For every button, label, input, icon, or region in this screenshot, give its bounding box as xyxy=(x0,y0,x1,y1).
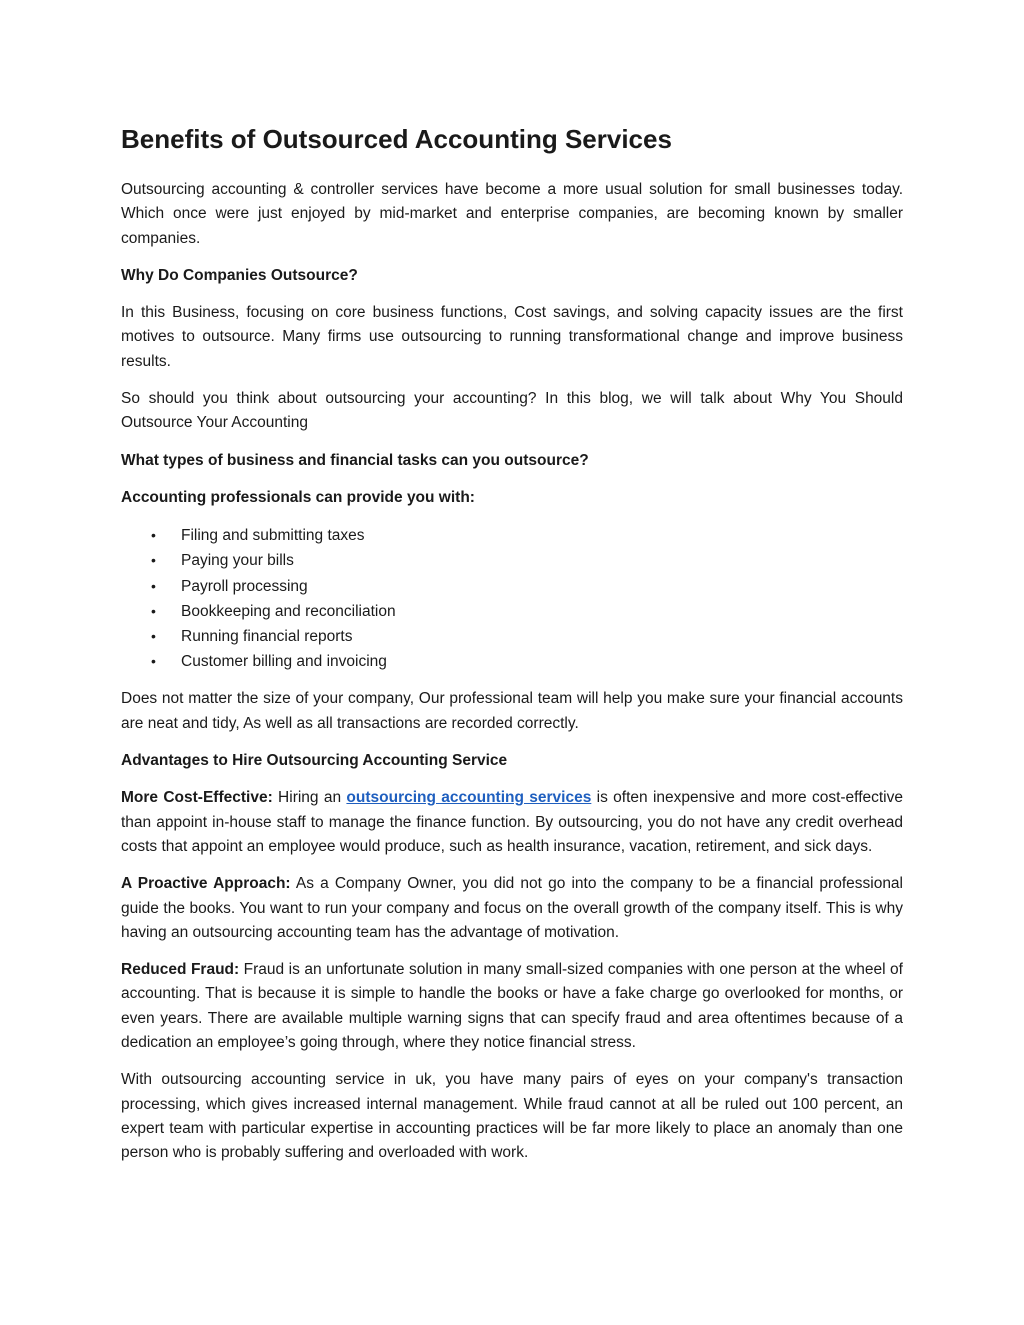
list-item-label: Running financial reports xyxy=(181,628,353,646)
cost-effective-lead: Hiring an xyxy=(272,789,347,807)
why-paragraph: In this Business, focusing on core business functions, Cost savings, and solving capacity issues are the first motives to outsource. Many firms use outsourcing to running transformational change and improve business results. xyxy=(121,304,903,370)
fraud-text: Fraud is an unfortunate solution in many small-sized companies with one person at the wheel of accounting. That is because it is simple to handle the books or have a fake charge go overlooked for months, or even years. There are available multiple warning signs that can specify fraud and area oftentimes because of a dedication an employee’s going through, where they notice financial stress. xyxy=(121,961,903,1052)
list-item xyxy=(151,599,903,624)
bullet-icon: • xyxy=(151,653,156,670)
list-item xyxy=(151,649,903,674)
list-item-label: Payroll processing xyxy=(181,577,308,595)
bullet-icon: • xyxy=(151,527,156,544)
provide-heading: Accounting professionals can provide you with: xyxy=(121,488,475,506)
list-item xyxy=(151,523,903,548)
cost-effective-label: More Cost-Effective: xyxy=(121,789,273,807)
size-paragraph: Does not matter the size of your company, Our professional team will help you make sure your financial accounts are neat and tidy, As well as all transactions are recorded correctly. xyxy=(121,690,903,732)
list-item xyxy=(151,548,903,573)
fraud-label: Reduced Fraud: xyxy=(121,961,240,979)
list-item xyxy=(151,574,903,599)
should-paragraph: So should you think about outsourcing your accounting? In this blog, we will talk about Why You Should Outsource Your Accounting xyxy=(121,390,903,432)
document-page xyxy=(121,120,903,1179)
proactive-label: A Proactive Approach: xyxy=(121,875,291,893)
proactive-text: As a Company Owner, you did not go into the company to be a financial professional guide the books. You want to run your company and focus on the overall growth of the company itself. This is why having an outsourcing accounting team has the advantage of motivation. xyxy=(121,875,904,941)
page-title: Benefits of Outsourced Accounting Services xyxy=(121,124,672,154)
outsourcing-services-link[interactable]: outsourcing accounting services xyxy=(346,789,592,807)
fraud-paragraph xyxy=(121,958,903,1055)
intro-paragraph: Outsourcing accounting & controller services have become a more usual solution for small businesses today. Which once were just enjoyed by mid-market and enterprise companies, are becoming known by smaller companies. xyxy=(121,181,903,247)
cost-effective-text: is often inexpensive and more cost-effective than appoint in-house staff to manage the finance function. By outsourcing, you do not have any credit overhead costs that appoint an employee would produce, such as health insurance, vacation, retirement, and sick days. xyxy=(121,789,903,855)
list-item xyxy=(151,624,903,649)
cost-effective-paragraph xyxy=(121,786,903,859)
proactive-paragraph xyxy=(121,872,903,945)
list-item-label: Bookkeeping and reconciliation xyxy=(181,602,396,620)
why-heading: Why Do Companies Outsource? xyxy=(121,266,358,284)
bullet-icon: • xyxy=(151,577,156,594)
list-item-label: Customer billing and invoicing xyxy=(181,653,387,671)
closing-paragraph: With outsourcing accounting service in uk, you have many pairs of eyes on your company's transaction processing, which gives increased internal management. While fraud cannot at all be ruled out 100 percent, an expert team with particular expertise in accounting practices will be far more likely to place an anomaly than one person who is probably suffering and overloaded with work. xyxy=(121,1071,903,1162)
list-item-label: Paying your bills xyxy=(181,552,294,570)
tasks-list xyxy=(121,523,903,674)
advantages-heading: Advantages to Hire Outsourcing Accounting Service xyxy=(121,752,508,770)
list-item-label: Filing and submitting taxes xyxy=(181,527,365,545)
bullet-icon: • xyxy=(151,602,156,619)
bullet-icon: • xyxy=(151,552,156,569)
bullet-icon: • xyxy=(151,628,156,645)
types-heading: What types of business and financial tasks can you outsource? xyxy=(121,451,589,469)
